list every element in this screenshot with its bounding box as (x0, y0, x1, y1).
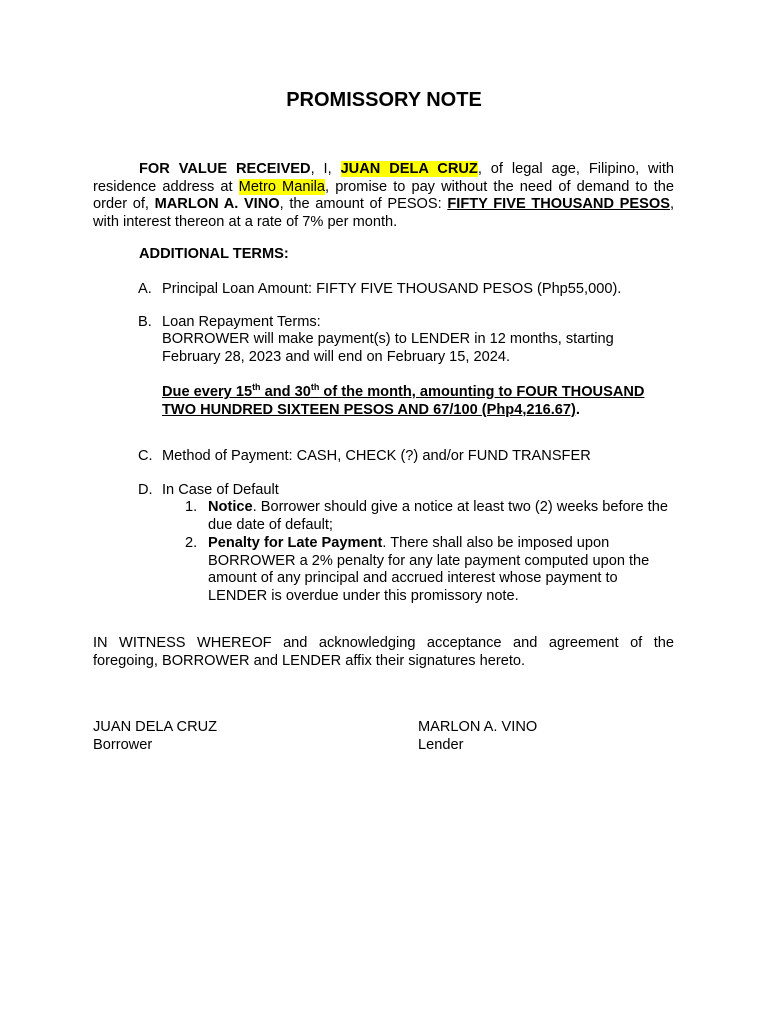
term-b-text: BORROWER will make payment(s) to LENDER in 12 months, starting February 28, 2023 and will end on February 15, 2024. (162, 331, 614, 365)
due-end: . (575, 401, 580, 418)
intro-text-2: , of legal age, Filipino, with residence address at (93, 161, 674, 195)
term-a-letter: A. (138, 281, 152, 297)
due-part-3: of the month, amounting to FOUR THOUSAND TWO HUNDRED SIXTEEN PESOS AND 67/100 (Php4,216.67) (162, 384, 645, 418)
term-c-text: Method of Payment: CASH, CHECK (?) and/or FUND TRANSFER (162, 448, 591, 464)
borrower-signature-name: JUAN DELA CRUZ (93, 719, 218, 735)
default-item-2-number: 2. (185, 535, 198, 551)
intro-text-4: , the amount of PESOS: (279, 196, 448, 212)
term-d-heading: In Case of Default (162, 482, 279, 498)
lender-signature-name: MARLON A. VINO (418, 719, 538, 735)
due-schedule (162, 384, 676, 419)
term-b-heading: Loan Repayment Terms: (162, 314, 321, 330)
borrower-name: JUAN DELA CRUZ (340, 161, 478, 177)
default-item-penalty (208, 535, 674, 605)
witness-paragraph: IN WITNESS WHEREOF and acknowledging acceptance and agreement of the foregoing, BORROWER and LENDER affix their signatures hereto. (93, 635, 674, 669)
term-c-letter: C. (138, 448, 153, 464)
intro-text-5: , with interest thereon at a rate of 7% per month. (93, 196, 675, 230)
intro-text-3: , promise to pay without the need of demand to the order of, (93, 178, 674, 212)
document-title: PROMISSORY NOTE (286, 89, 482, 111)
intro-paragraph (93, 161, 674, 231)
notice-text: . Borrower should give a notice at least two (2) weeks before the due date of default; (208, 499, 668, 533)
intro-lead: FOR VALUE RECEIVED (139, 161, 311, 177)
due-part-2: and 30 (260, 384, 311, 400)
due-sup-1: th (252, 382, 261, 393)
penalty-label: Penalty for Late Payment (208, 535, 383, 551)
lender-name: MARLON A. VINO (154, 196, 280, 212)
due-part-1: Due every 15 (162, 384, 253, 400)
term-d-letter: D. (138, 482, 153, 498)
intro-text-1: , I, (310, 161, 341, 177)
borrower-signature-role: Borrower (93, 737, 153, 753)
lender-signature-role: Lender (418, 737, 464, 753)
penalty-text: . There shall also be imposed upon BORROWER a 2% penalty for any late payment computed upon the amount of any principal and accrued interest whose payment to LENDER is overdue under this promissory note. (208, 535, 650, 604)
due-sup-2: th (310, 382, 320, 393)
residence-address: Metro Manila (238, 178, 326, 195)
term-b-letter: B. (138, 314, 152, 330)
default-item-notice (208, 499, 674, 534)
term-a-text: Principal Loan Amount: FIFTY FIVE THOUSAND PESOS (Php55,000). (162, 281, 622, 297)
amount-in-words: FIFTY FIVE THOUSAND PESOS (447, 196, 670, 212)
additional-terms-heading: ADDITIONAL TERMS: (139, 246, 289, 262)
default-item-1-number: 1. (185, 499, 198, 515)
notice-label: Notice (208, 499, 253, 515)
